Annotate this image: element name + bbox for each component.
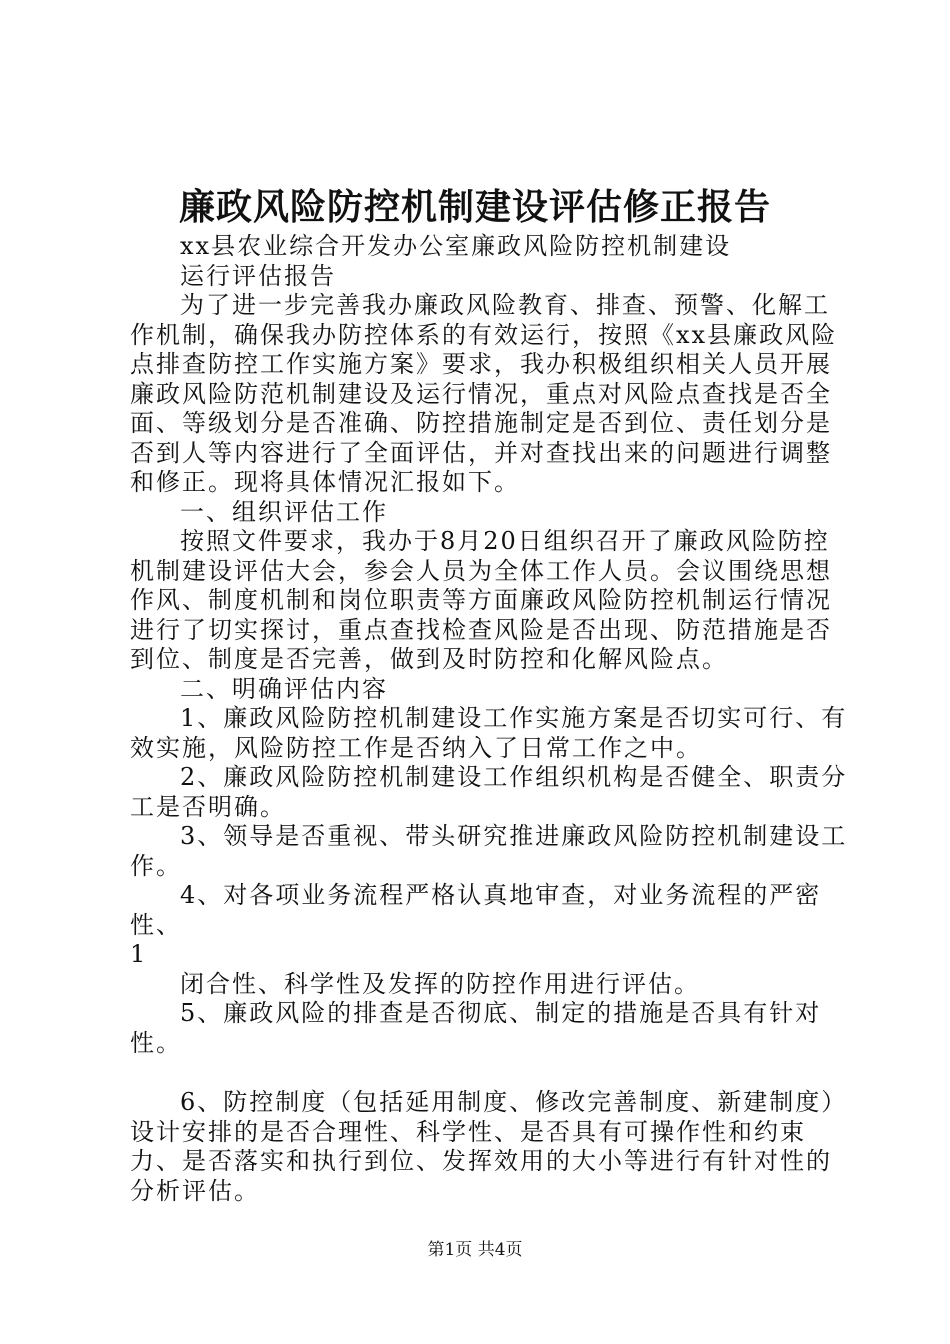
section-heading-1: 一、组织评估工作 bbox=[180, 497, 388, 526]
document-title: 廉政风险防控机制建设评估修正报告 bbox=[178, 186, 771, 228]
list-item-5: 5、廉政风险的排查是否彻底、制定的措施是否具有针对性。 bbox=[130, 999, 822, 1057]
subtitle-line-2: 运行评估报告 bbox=[180, 261, 336, 290]
page-marker: 1 bbox=[130, 940, 148, 968]
subtitle-line-1: xx县农业综合开发办公室廉政风险防控机制建设 bbox=[180, 232, 732, 260]
list-item-4-part-1: 4、对各项业务流程严格认真地审查，对业务流程的严密性、 bbox=[130, 881, 822, 939]
list-item-2: 2、廉政风险防控机制建设工作组织机构是否健全、职责分工是否明确。 bbox=[130, 763, 848, 821]
list-item-3: 3、领导是否重视、带头研究推进廉政风险防控机制建设工作。 bbox=[130, 822, 848, 880]
document-body bbox=[130, 232, 850, 1206]
intro-paragraph: 为了进一步完善我办廉政风险教育、排查、预警、化解工作机制，确保我办防控体系的有效运行，按照《xx县廉政风险点排查防控工作实施方案》要求，我办积极组织相关人员开展廉政风险防范机制建设及运行情况，重点对风险点查找是否全面、等级划分是否准确、防控措施制定是否到位、责任划分是否到人等内容进行了全面评估，并对查找出来的问题进行调整和修正。现将具体情况汇报如下。 bbox=[130, 291, 838, 496]
list-item-6: 6、防控制度（包括延用制度、修改完善制度、新建制度）设计安排的是否合理性、科学性、是否具有可操作性和约束力、是否落实和执行到位、发挥效用的大小等进行有针对性的分析评估。 bbox=[130, 1088, 848, 1205]
list-item-4-part-2: 闭合性、科学性及发挥的防控作用进行评估。 bbox=[180, 969, 700, 998]
organize-paragraph: 按照文件要求，我办于8月20日组织召开了廉政风险防控机制建设评估大会，参会人员为全体工作人员。会议围绕思想作风、制度机制和岗位职责等方面廉政风险防控机制运行情况进行了切实探讨，重点查找检查风险是否出现、防范措施是否到位、制度是否完善，做到及时防控和化解风险点。 bbox=[130, 527, 832, 673]
page-number-footer: 第1页 共4页 bbox=[427, 1240, 523, 1260]
list-item-1: 1、廉政风险防控机制建设工作实施方案是否切实可行、有效实施，风险防控工作是否纳入了日常工作之中。 bbox=[130, 704, 848, 762]
section-heading-2: 二、明确评估内容 bbox=[180, 674, 388, 703]
